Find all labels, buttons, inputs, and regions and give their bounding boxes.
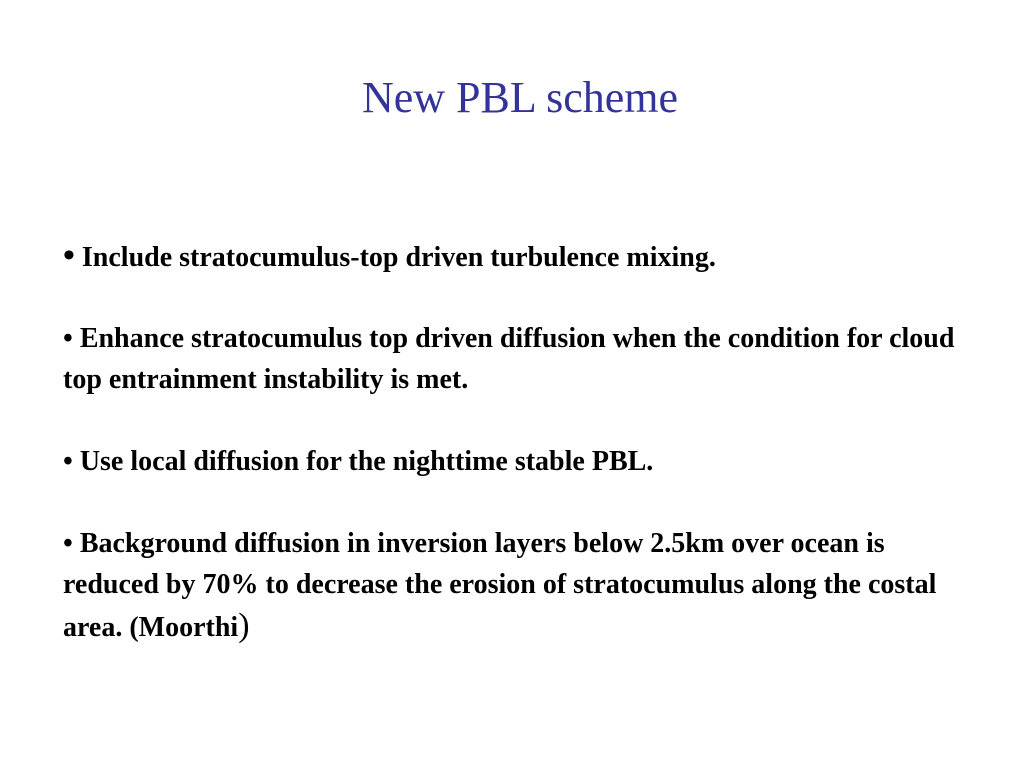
slide-title: New PBL scheme xyxy=(361,73,679,122)
bullet-item-4 xyxy=(63,523,963,648)
bullet-item-2 xyxy=(63,318,963,400)
closing-paren: ) xyxy=(238,607,250,644)
bullet-text-3: Use local diffusion for the nighttime stable PBL. xyxy=(79,446,654,477)
bullet-icon: • xyxy=(63,237,75,274)
bullet-text-1: Include stratocumulus-top driven turbulence mixing. xyxy=(81,242,716,273)
bullet-icon: • xyxy=(63,446,73,477)
bullet-text-4: Background diffusion in inversion layers below 2.5km over ocean is reduced by 70% to decrease the erosion of stratocumulus along the costal area. (Moorthi xyxy=(63,528,937,643)
bullet-item-1 xyxy=(63,235,963,278)
bullet-icon: • xyxy=(63,323,73,354)
bullet-icon: • xyxy=(63,528,73,559)
bullet-item-3 xyxy=(63,441,963,482)
bullet-list xyxy=(63,235,963,689)
bullet-text-2: Enhance stratocumulus top driven diffusion when the condition for cloud top entrainment instability is met. xyxy=(63,323,955,395)
